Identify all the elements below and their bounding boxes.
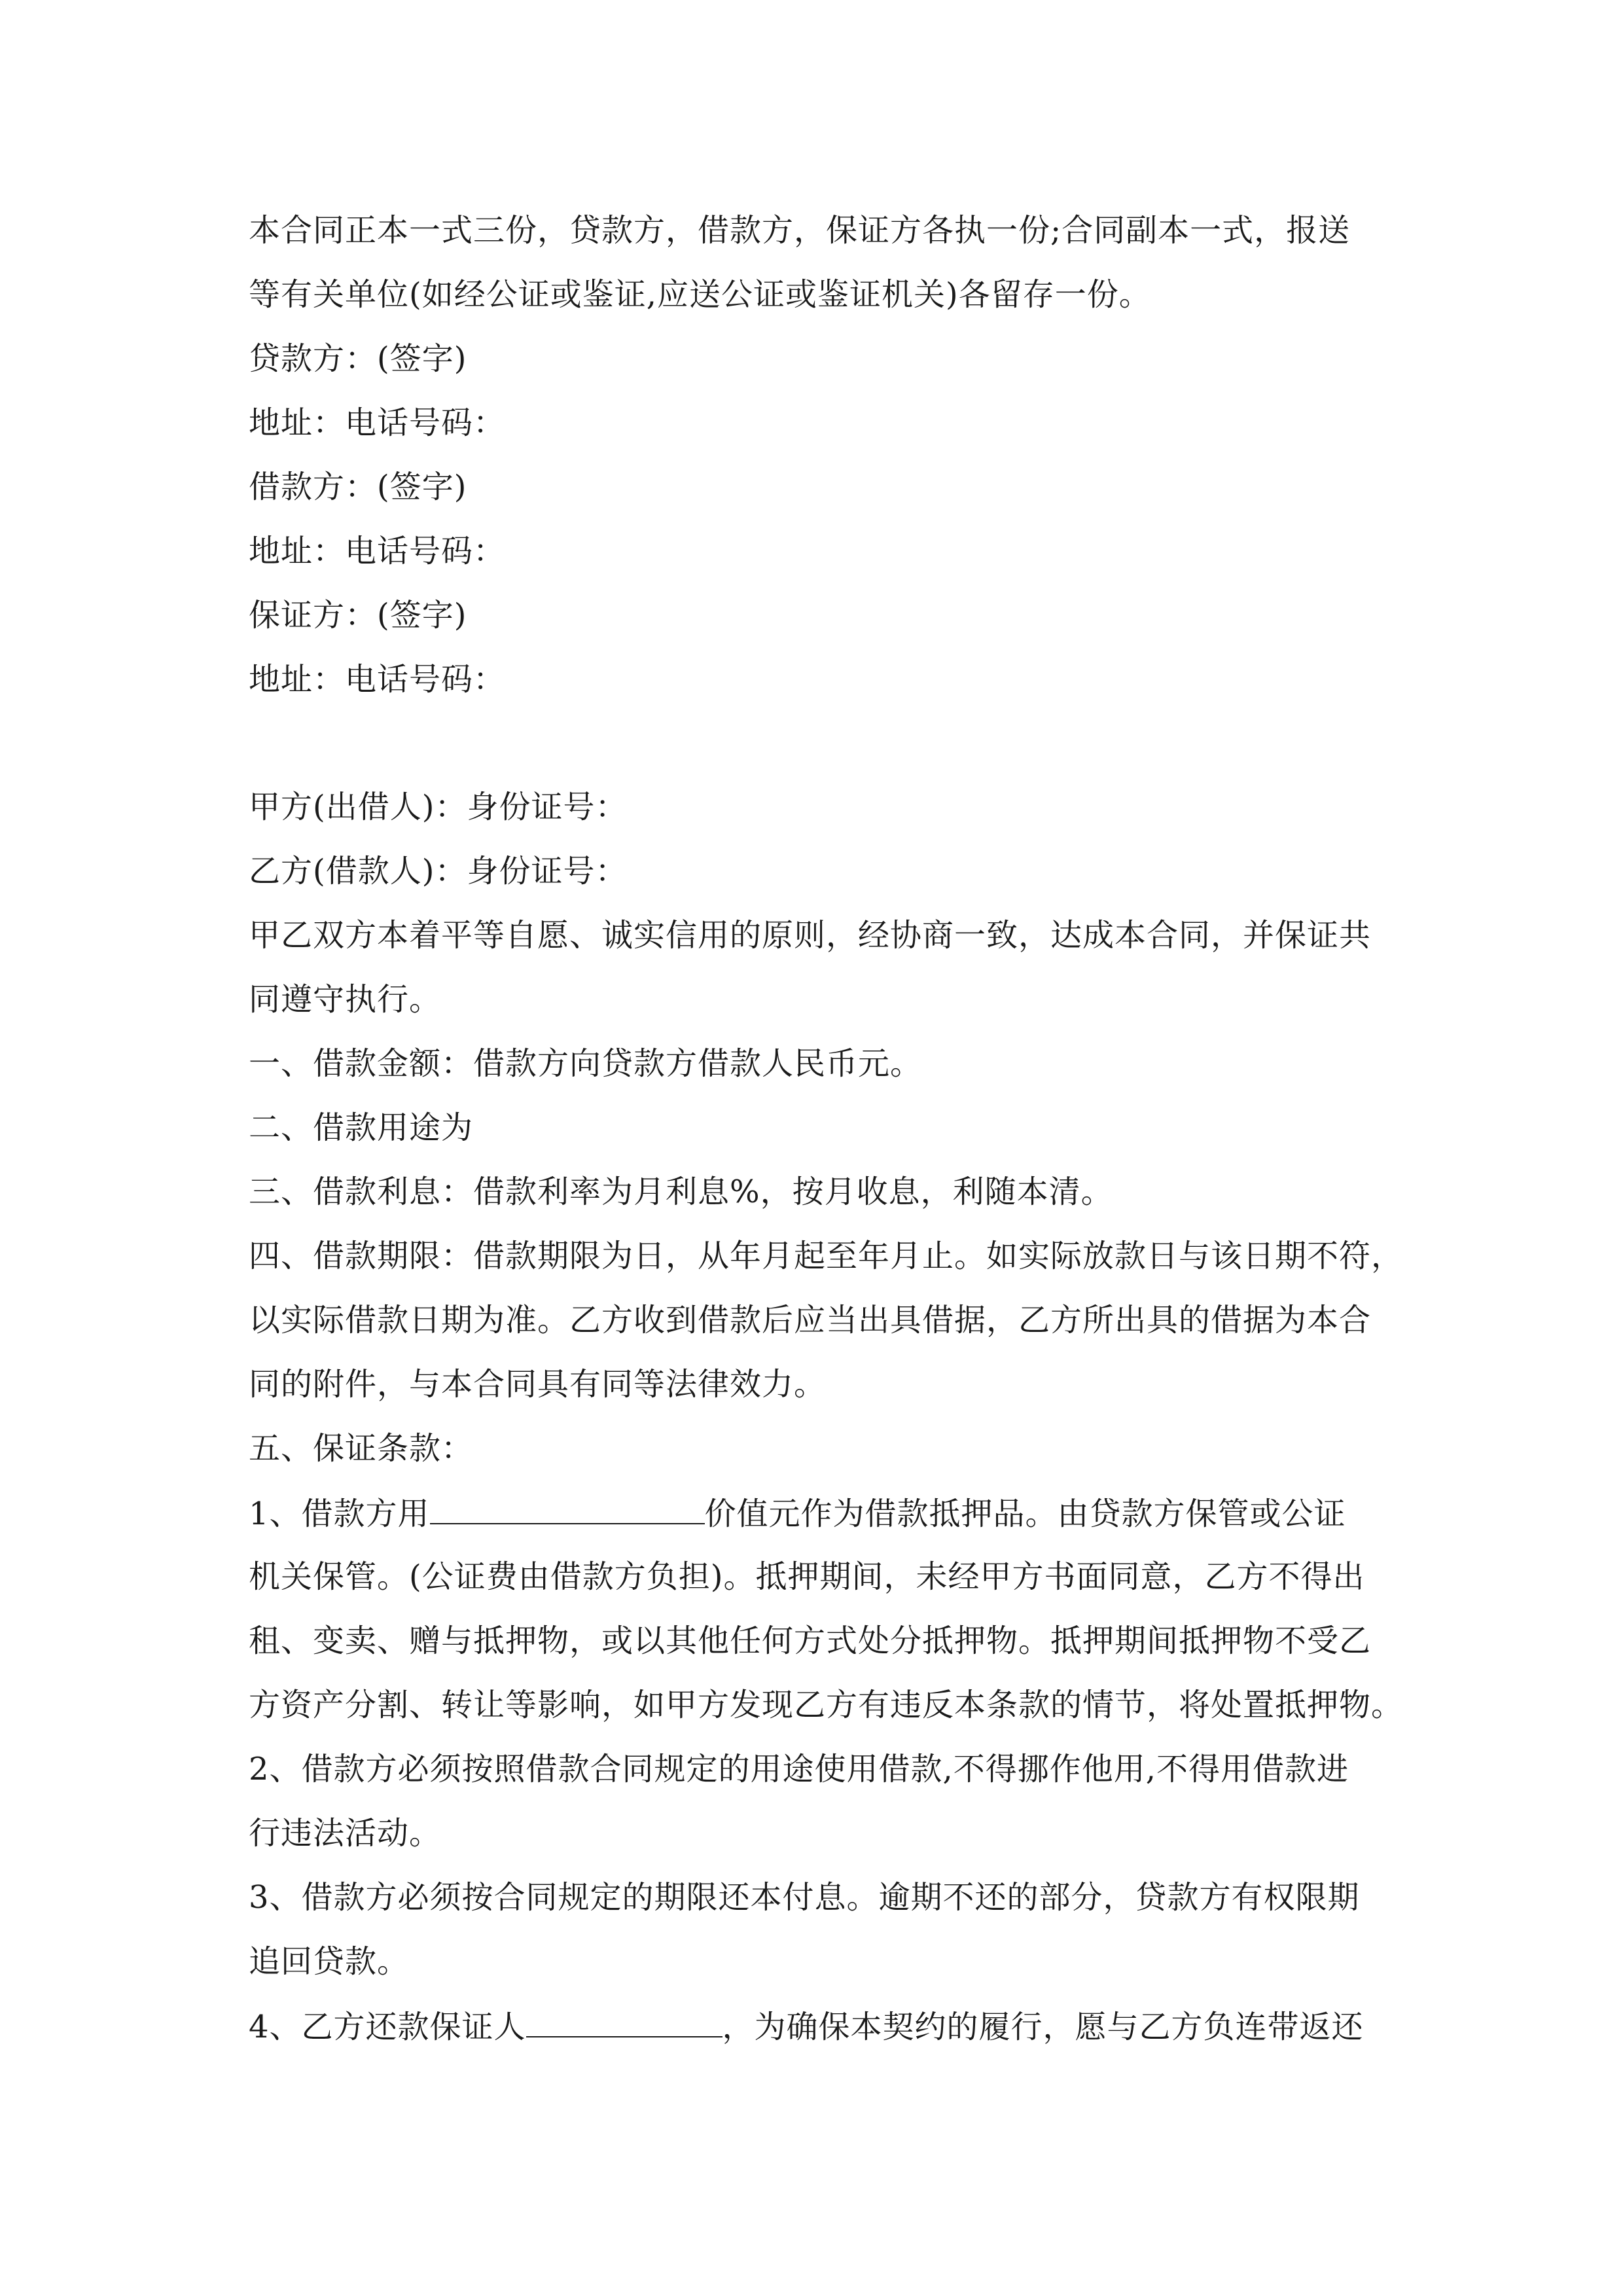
guarantee-item-3-line-2: 追回贷款。 (249, 1943, 410, 1980)
paragraph-copies-line-1: 本合同正本一式三份，贷款方，借款方，保证方各执一份;合同副本一式，报送 (249, 212, 1351, 249)
party-a-id-label: 甲方(出借人)：身份证号： (249, 789, 628, 825)
guarantee-item-3-line-1: 3、借款方必须按合同规定的期限还本付息。逾期不还的部分，贷款方有权限期 (249, 1879, 1360, 1916)
preamble-line-2: 同遵守执行。 (249, 981, 442, 1018)
guarantee-item-1-line-3: 租、变卖、赠与抵押物，或以其他任何方式处分抵押物。抵押期间抵押物不受乙 (249, 1623, 1372, 1659)
preamble-line-1: 甲乙双方本着平等自愿、诚实信用的原则，经协商一致，达成本合同，并保证共 (249, 917, 1372, 954)
guarantee-item-4-prefix: 4、乙方还款保证人 (249, 2009, 526, 2045)
clause-3-interest: 三、借款利息：借款利率为月利息%，按月收息，利随本清。 (249, 1174, 1113, 1210)
borrower-signature-label: 借款方：(签字) (249, 469, 467, 505)
clause-5-heading: 五、保证条款： (249, 1430, 474, 1467)
clause-4-term-line-3: 同的附件，与本合同具有同等法律效力。 (249, 1366, 827, 1403)
clause-4-term-line-2: 以实际借款日期为准。乙方收到借款后应当出具借据，乙方所出具的借据为本合 (249, 1302, 1372, 1338)
guarantee-item-2-line-2: 行违法活动。 (249, 1815, 442, 1852)
collateral-blank (430, 1493, 705, 1524)
guarantee-item-1-suffix: 价值元作为借款抵押品。由贷款方保管或公证 (704, 1496, 1346, 1532)
guarantor-address-phone-label: 地址：电话号码： (249, 661, 506, 698)
guarantee-item-1-prefix: 1、借款方用 (249, 1496, 430, 1532)
guarantee-item-4-suffix: ，为确保本契约的履行，愿与乙方负连带返还 (722, 2009, 1364, 2045)
clause-2-purpose: 二、借款用途为 (249, 1109, 474, 1146)
clause-4-term-line-1: 四、借款期限：借款期限为日，从年月起至年月止。如实际放款日与该日期不符， (249, 1238, 1404, 1274)
guarantee-item-2-line-1: 2、借款方必须按照借款合同规定的用途使用借款,不得挪作他用,不得用借款进 (249, 1751, 1349, 1787)
guarantee-item-4-line-1 (249, 2006, 1364, 2045)
guarantee-item-1-line-4: 方资产分割、转让等影响，如甲方发现乙方有违反本条款的情节，将处置抵押物。 (249, 1687, 1404, 1723)
party-b-id-label: 乙方(借款人)：身份证号： (249, 853, 628, 889)
clause-1-amount: 一、借款金额：借款方向贷款方借款人民币元。 (249, 1045, 923, 1082)
paragraph-copies-line-2: 等有关单位(如经公证或鉴证,应送公证或鉴证机关)各留存一份。 (249, 276, 1151, 313)
lender-address-phone-label: 地址：电话号码： (249, 404, 506, 441)
guarantee-item-1-line-2: 机关保管。(公证费由借款方负担)。抵押期间，未经甲方书面同意，乙方不得出 (249, 1558, 1365, 1595)
guarantor-signature-label: 保证方：(签字) (249, 597, 467, 634)
lender-signature-label: 贷款方：(签字) (249, 340, 467, 377)
guarantor-name-blank (526, 2006, 722, 2037)
borrower-address-phone-label: 地址：电话号码： (249, 533, 506, 569)
guarantee-item-1-line-1 (249, 1493, 1346, 1532)
